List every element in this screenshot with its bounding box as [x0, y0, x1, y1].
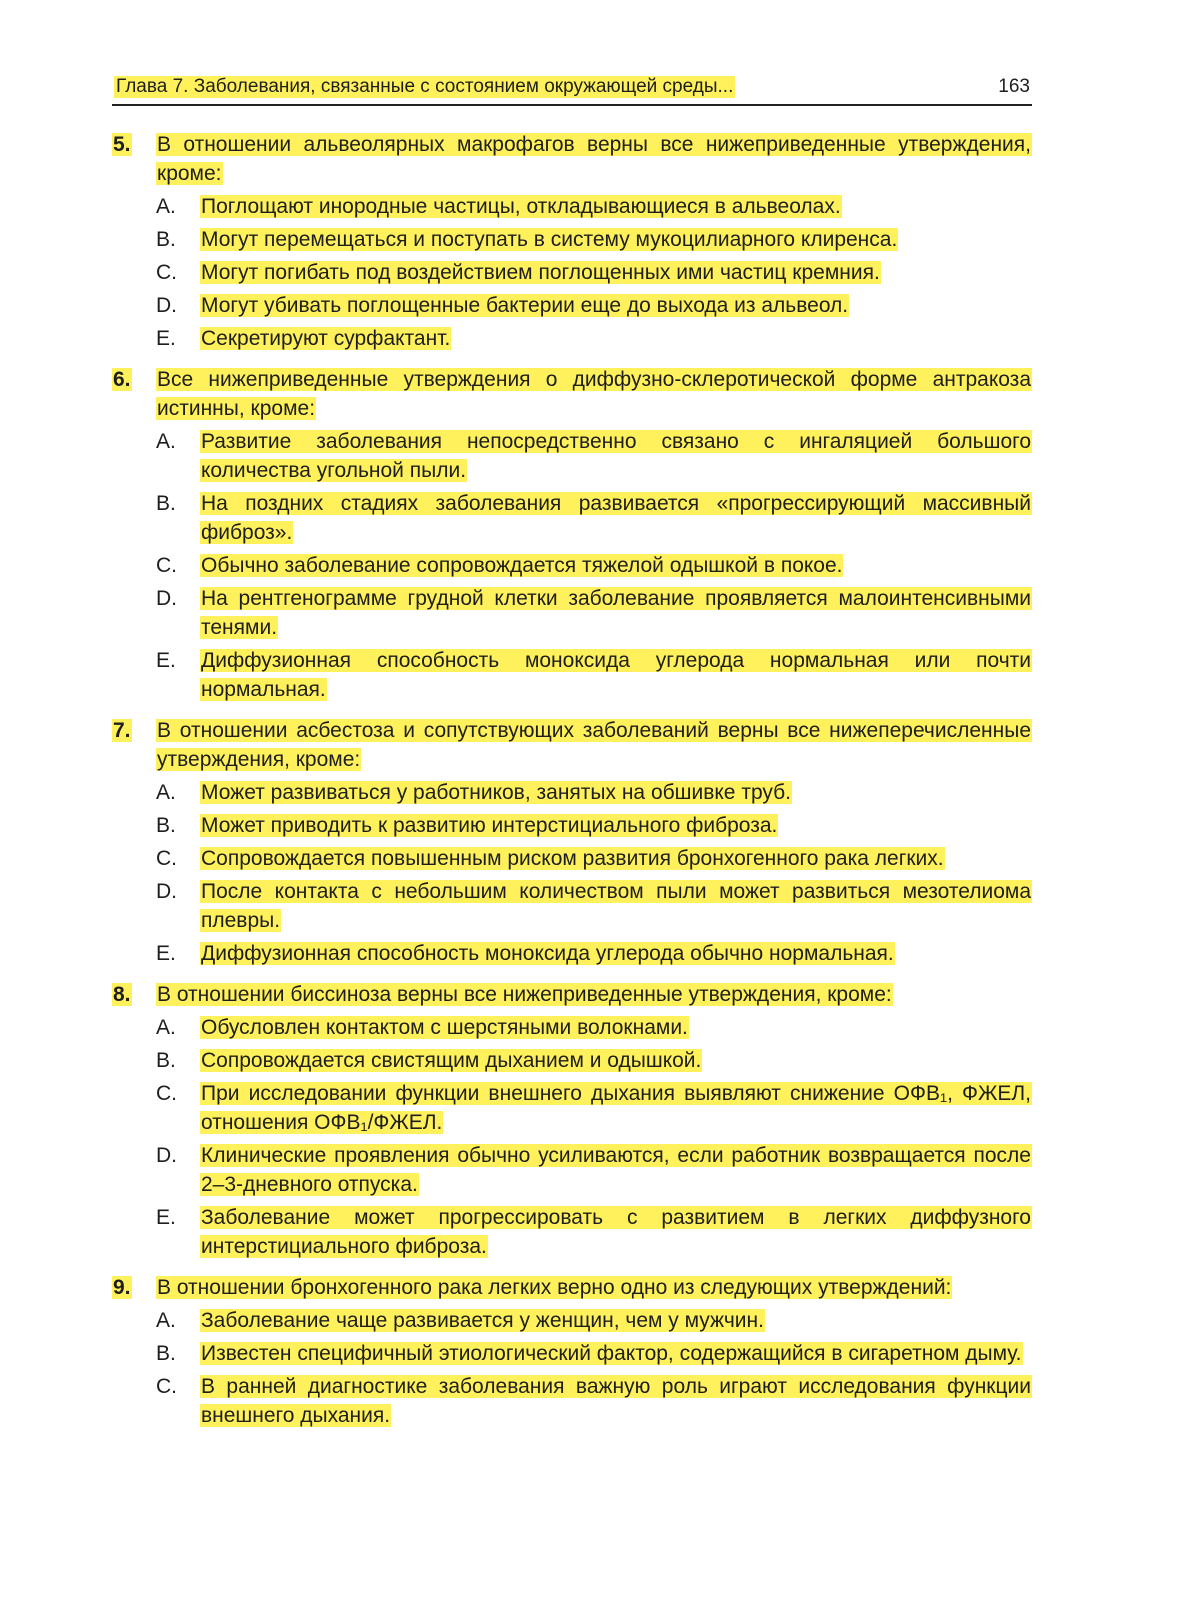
option-text: Обычно заболевание сопровождается тяжелой одышкой в покое. — [201, 554, 843, 577]
option-text: Сопровождается свистящим дыханием и одышкой. — [201, 1049, 702, 1072]
option-letter: E. — [156, 1206, 176, 1229]
option-text: Обусловлен контактом с шерстяными волокнами. — [201, 1016, 688, 1039]
option-letter: B. — [156, 1342, 176, 1365]
option-letter: A. — [156, 1016, 176, 1039]
option-text: Сопровождается повышенным риском развития бронхогенного рака легких. — [201, 847, 944, 870]
option-text: Могут погибать под воздействием поглощенных ими частиц кремния. — [201, 261, 880, 284]
option-text: На рентгенограмме грудной клетки заболевание проявляется малоинтенсивными тенями. — [201, 587, 1031, 639]
answer-options — [156, 1013, 1032, 1261]
question-5 — [112, 130, 1032, 353]
option-letter: B. — [156, 492, 176, 515]
question-stem — [112, 130, 1032, 188]
option-letter: E. — [156, 942, 176, 965]
question-stem — [112, 716, 1032, 774]
question-text: В отношении бронхогенного рака легких верно одно из следующих утверждений: — [157, 1276, 952, 1299]
question-stem — [112, 980, 1032, 1009]
option-letter: E. — [156, 327, 176, 350]
answer-option — [156, 1203, 1032, 1261]
option-letter: A. — [156, 195, 176, 218]
answer-option — [156, 844, 1032, 873]
option-letter: D. — [156, 1144, 177, 1167]
question-text: В отношении альвеолярных макрофагов верны все нижеприведенные утверждения, кроме: — [157, 133, 1031, 185]
answer-option — [156, 877, 1032, 935]
answer-options — [156, 778, 1032, 968]
page-number: 163 — [998, 76, 1030, 97]
answer-option — [156, 1339, 1032, 1368]
answer-option — [156, 291, 1032, 320]
question-7 — [112, 716, 1032, 968]
option-letter: B. — [156, 814, 176, 837]
question-stem — [112, 365, 1032, 423]
question-text: Все нижеприведенные утверждения о диффузно-склеротической форме антракоза истинны, кроме: — [157, 368, 1031, 420]
option-text: Секретируют сурфактант. — [201, 327, 451, 350]
answer-option — [156, 778, 1032, 807]
option-letter: C. — [156, 261, 177, 284]
question-number: 9. — [113, 1276, 131, 1299]
option-text: Могут убивать поглощенные бактерии еще до выхода из альвеол. — [201, 294, 849, 317]
option-text: Могут перемещаться и поступать в систему мукоцилиарного клиренса. — [201, 228, 898, 251]
option-text: Диффузионная способность моноксида углерода нормальная или почти нормальная. — [201, 649, 1031, 701]
question-number: 7. — [113, 719, 131, 742]
option-text: Известен специфичный этиологический фактор, содержащийся в сигаретном дыму. — [201, 1342, 1022, 1365]
answer-option — [156, 1306, 1032, 1335]
answer-options — [156, 427, 1032, 704]
option-letter: A. — [156, 781, 176, 804]
question-stem — [112, 1273, 1032, 1302]
answer-option — [156, 1079, 1032, 1137]
answer-option — [156, 1046, 1032, 1075]
option-text: Может приводить к развитию интерстициального фиброза. — [201, 814, 778, 837]
option-text: Заболевание может прогрессировать с развитием в легких диффузного интерстициального фиброза. — [201, 1206, 1031, 1258]
option-letter: C. — [156, 847, 177, 870]
option-letter: C. — [156, 554, 177, 577]
question-number: 6. — [113, 368, 131, 391]
option-text: На поздних стадиях заболевания развивается «прогрессирующий массивный фиброз». — [201, 492, 1031, 544]
question-9 — [112, 1273, 1032, 1430]
answer-option — [156, 324, 1032, 353]
option-letter: D. — [156, 294, 177, 317]
answer-option — [156, 489, 1032, 547]
chapter-title: Глава 7. Заболевания, связанные с состоянием окружающей среды... — [116, 76, 734, 97]
option-text: В ранней диагностике заболевания важную роль играют исследования функции внешнего дыхания. — [201, 1375, 1031, 1427]
option-letter: B. — [156, 1049, 176, 1072]
question-6 — [112, 365, 1032, 704]
option-text: После контакта с небольшим количеством пыли может развиться мезотелиома плевры. — [201, 880, 1031, 932]
answer-options — [156, 192, 1032, 353]
answer-option — [156, 192, 1032, 221]
answer-option — [156, 258, 1032, 287]
answer-option — [156, 1013, 1032, 1042]
question-text: В отношении биссиноза верны все нижеприведенные утверждения, кроме: — [157, 983, 892, 1006]
option-letter: D. — [156, 587, 177, 610]
option-text: Клинические проявления обычно усиливаются, если работник возвращается после 2–3-дневного отпуска. — [201, 1144, 1031, 1196]
option-text: При исследовании функции внешнего дыхания выявляют снижение ОФВ₁, ФЖЕЛ, отношения ОФВ₁/ФЖЕЛ. — [201, 1082, 1031, 1134]
answer-option — [156, 811, 1032, 840]
answer-option — [156, 225, 1032, 254]
running-header — [112, 76, 1032, 106]
answer-option — [156, 584, 1032, 642]
answer-option — [156, 939, 1032, 968]
option-text: Диффузионная способность моноксида углерода обычно нормальная. — [201, 942, 894, 965]
option-text: Поглощают инородные частицы, откладывающиеся в альвеолах. — [201, 195, 841, 218]
option-letter: C. — [156, 1375, 177, 1398]
question-list — [112, 130, 1032, 1430]
question-number: 5. — [113, 133, 131, 156]
answer-option — [156, 1372, 1032, 1430]
answer-option — [156, 1141, 1032, 1199]
answer-options — [156, 1306, 1032, 1430]
option-text: Заболевание чаще развивается у женщин, чем у мужчин. — [201, 1309, 764, 1332]
question-number: 8. — [113, 983, 131, 1006]
option-letter: A. — [156, 1309, 176, 1332]
question-text: В отношении асбестоза и сопутствующих заболеваний верны все нижеперечисленные утверждения, кроме: — [157, 719, 1031, 771]
answer-option — [156, 427, 1032, 485]
option-text: Может развиваться у работников, занятых на обшивке труб. — [201, 781, 791, 804]
answer-option — [156, 646, 1032, 704]
option-letter: E. — [156, 649, 176, 672]
option-letter: D. — [156, 880, 177, 903]
option-letter: A. — [156, 430, 176, 453]
answer-option — [156, 551, 1032, 580]
option-letter: C. — [156, 1082, 177, 1105]
option-text: Развитие заболевания непосредственно связано с ингаляцией большого количества угольной пыли. — [201, 430, 1031, 482]
option-letter: B. — [156, 228, 176, 251]
question-8 — [112, 980, 1032, 1261]
